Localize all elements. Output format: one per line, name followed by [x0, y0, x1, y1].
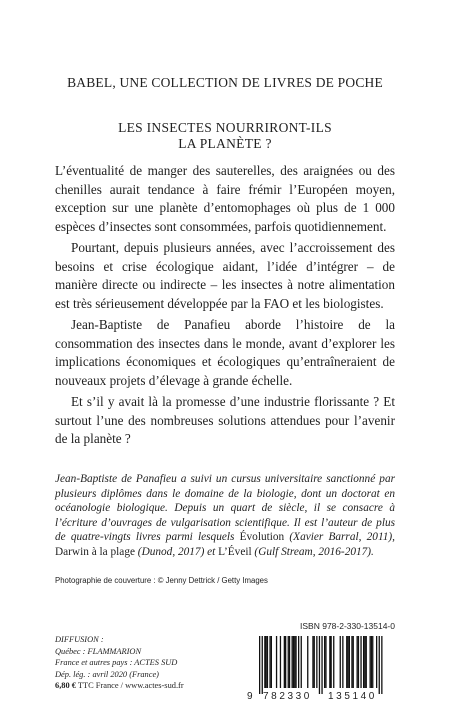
barcode-bar	[325, 636, 326, 688]
blurb-paragraph-1: L’éventualité de manger des sauterelles, des araignées ou des chenilles aurait tendance à faire frémir l’Européen moyen, exception sur une planète d’entomophages où plus de 1 000 espèces d’insectes sont consommées, parfois quotidiennement.	[55, 163, 395, 234]
barcode-bar	[264, 636, 265, 688]
barcode-bar	[358, 636, 359, 688]
barcode-first-digit: 9	[247, 691, 253, 702]
blurb	[55, 162, 395, 452]
bio-text-4: (Gulf Stream, 2016-2017).	[251, 545, 374, 558]
distribution-info	[55, 634, 205, 692]
bio-book-title-1: Évolution	[239, 531, 285, 544]
barcode-bar	[294, 636, 295, 688]
barcode-bar	[289, 636, 290, 688]
barcode-bar	[307, 636, 308, 688]
barcode-bar	[360, 636, 361, 688]
barcode-bar	[372, 636, 373, 688]
bio-text-1: Jean-Baptiste de Panafieu a suivi un cursus universitaire sanctionné par plusieurs diplômes dans le domaine de la biologie, dont un doctorat en océanologie biologique. Depuis un quart de siècle, il se consacre à l’écriture d’ouvrages de vulgarisation scientifique. Il est l’auteur de plus de quatre-vingts livres parmi lesquels	[55, 473, 395, 544]
barcode-bar	[266, 636, 267, 688]
diffusion-france: France et autres pays : ACTES SUD	[55, 658, 178, 668]
barcode-bar	[269, 636, 270, 688]
legal-deposit: Dép. lég. : avril 2020 (France)	[55, 669, 159, 679]
barcode-bar	[319, 636, 320, 694]
book-title	[0, 120, 450, 152]
barcode-bars	[247, 636, 397, 694]
barcode-bar	[340, 636, 341, 688]
barcode-bar	[349, 636, 350, 688]
barcode-bar	[271, 636, 272, 688]
blurb-paragraph-2: Pourtant, depuis plusieurs années, avec l’accroissement des besoins et crise écologique aidant, l’idée d’intégrer – de manière directe ou indirecte – les insectes à notre alimentation est très sérieusement développée par la FAO et les biologistes.	[55, 240, 395, 311]
barcode-bar	[346, 636, 347, 688]
blurb-paragraph-3: Jean-Baptiste de Panafieu aborde l’histoire de la consommation des insectes dans le monde, avant d’explorer les implications économiques et écologiques qu’entraîneraient de nouveaux projets d’élevage à grande échelle.	[55, 317, 395, 388]
barcode-bar	[363, 636, 364, 688]
barcode-bar	[293, 636, 294, 688]
barcode-bar	[357, 636, 358, 688]
barcode-digits	[247, 691, 397, 705]
barcode-bar	[301, 636, 302, 688]
price-line	[55, 680, 205, 692]
barcode-bar	[342, 636, 343, 688]
diffusion-quebec: Québec : FLAMMARION	[55, 646, 142, 656]
barcode-bar	[284, 636, 285, 688]
barcode	[247, 636, 397, 708]
series-name: BABEL, UNE COLLECTION DE LIVRES DE POCHE	[67, 75, 383, 90]
diffusion-label: DIFFUSION :	[55, 635, 104, 644]
barcode-bar	[331, 636, 332, 688]
barcode-bar	[314, 636, 315, 688]
barcode-bar	[351, 636, 352, 688]
book-title-line-2: LA PLANÈTE ?	[178, 136, 272, 151]
barcode-bar	[285, 636, 286, 688]
barcode-bar	[347, 636, 348, 688]
bio-book-title-3: L’Éveil	[218, 545, 252, 558]
barcode-bar	[295, 636, 296, 688]
barcode-bar	[353, 636, 354, 688]
barcode-bar	[292, 636, 293, 688]
barcode-bar	[371, 636, 372, 688]
barcode-bar	[376, 636, 377, 688]
isbn: ISBN 978-2-330-13514-0	[300, 621, 395, 631]
barcode-bar	[321, 636, 322, 694]
barcode-group-1: 782330	[263, 691, 312, 702]
blurb-paragraph-4: Et s’il y avait là la promesse d’une industrie florissante ? Et surtout l’une des nombreuses solutions attendues pour l’avenir de la planète ?	[55, 394, 395, 446]
barcode-bar	[381, 636, 382, 694]
price-details: TTC France / www.actes-sud.fr	[75, 681, 184, 691]
barcode-bar	[259, 636, 260, 694]
book-title-line-1: LES INSECTES NOURRIRONT-ILS	[118, 120, 332, 135]
barcode-bar	[324, 636, 325, 688]
barcode-bar	[312, 636, 313, 688]
price: 6,80 €	[55, 681, 76, 691]
barcode-bar	[370, 636, 371, 688]
barcode-bar	[262, 636, 263, 694]
barcode-bar	[379, 636, 380, 694]
barcode-bar	[280, 636, 281, 688]
bio-text-3: (Dunod, 2017) et	[134, 545, 219, 558]
bio-book-title-2: Darwin à la plage	[55, 545, 135, 558]
barcode-bar	[276, 636, 277, 688]
author-bio	[55, 472, 395, 560]
barcode-bar	[366, 636, 367, 688]
photo-credit: Photographie de couverture : © Jenny Dettrick / Getty Images	[55, 576, 268, 585]
barcode-bar	[333, 636, 334, 688]
bio-text-2: (Xavier Barral, 2011),	[284, 531, 395, 544]
barcode-bar	[316, 636, 317, 688]
barcode-bar	[298, 636, 299, 688]
barcode-bar	[288, 636, 289, 688]
barcode-bar	[329, 636, 330, 688]
barcode-bar	[267, 636, 268, 688]
barcode-group-2: 135140	[328, 691, 377, 702]
barcode-bar	[364, 636, 365, 688]
